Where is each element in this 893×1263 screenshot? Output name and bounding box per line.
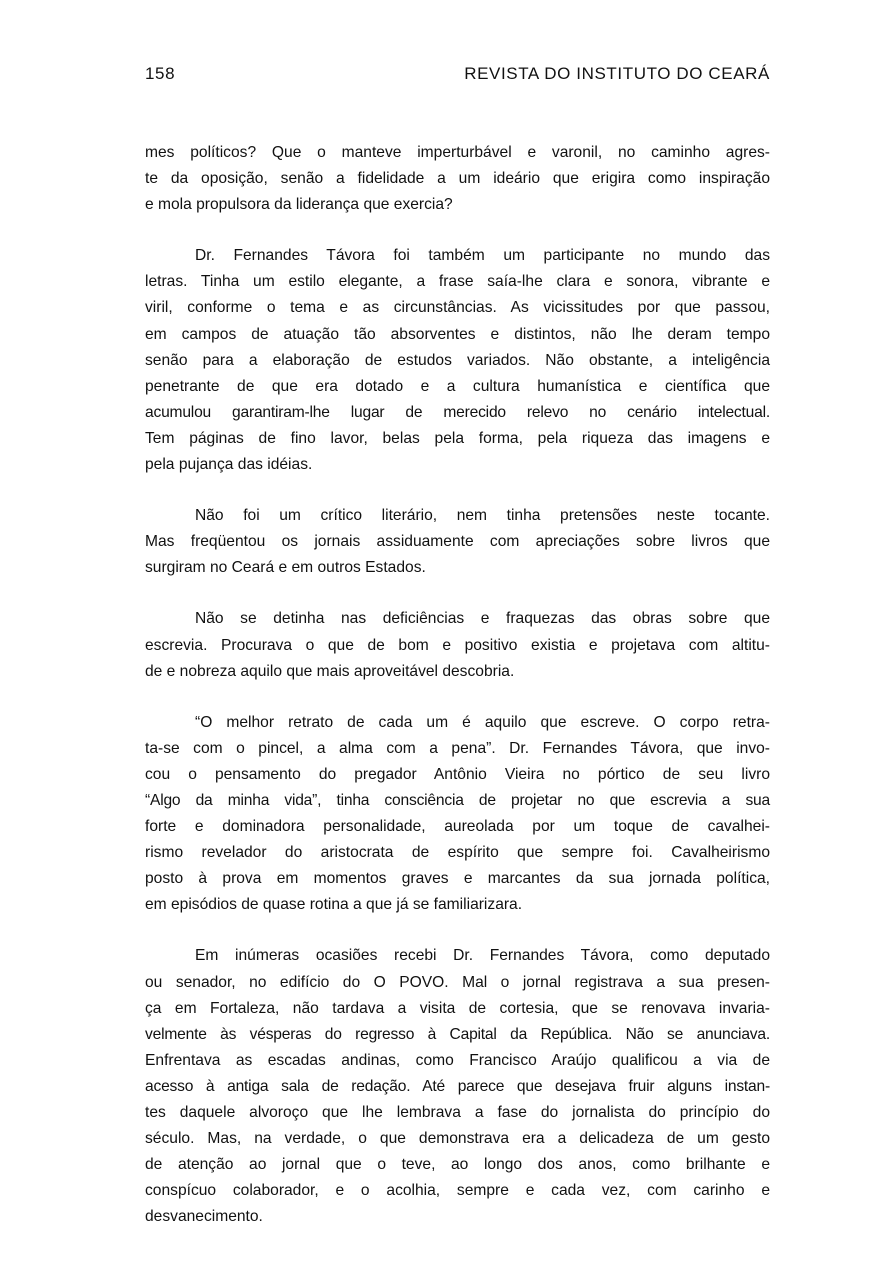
text-line: rismo revelador do aristocrata de espírito que sempre foi. Cavalheirismo (145, 844, 770, 862)
text-line: cou o pensamento do pregador Antônio Vieira no pórtico de seu livro (145, 765, 770, 783)
text-line: Dr. Fernandes Távora foi também um participante no mundo das (195, 247, 770, 265)
text-line: “Algo da minha vida”, tinha consciência de projetar no que escrevia a sua (145, 791, 770, 809)
paragraph (145, 503, 770, 581)
text-line: desvanecimento. (145, 1208, 263, 1226)
text-line: velmente às vésperas do regresso à Capital da República. Não se anunciava. (145, 1025, 770, 1043)
text-line: forte e dominadora personalidade, aureolada por um toque de cavalhei- (145, 818, 770, 836)
text-line: Não se detinha nas deficiências e fraquezas das obras sobre que (195, 610, 770, 628)
body-text (145, 140, 770, 1255)
text-line: tes daquele alvoroço que lhe lembrava a fase do jornalista do princípio do (145, 1104, 770, 1121)
text-line: ça em Fortaleza, não tardava a visita de cortesia, que se renovava invaria- (145, 999, 770, 1017)
page-number: 158 (145, 64, 176, 83)
text-line: mes políticos? Que o manteve imperturbável e varonil, no caminho agres- (145, 144, 770, 161)
page-header (145, 64, 770, 88)
text-line: século. Mas, na verdade, o que demonstrava era a delicadeza de um gesto (145, 1130, 770, 1148)
text-line: Não foi um crítico literário, nem tinha pretensões neste tocante. (195, 507, 770, 525)
text-line: pela pujança das idéias. (145, 456, 313, 474)
text-line: te da oposição, senão a fidelidade a um ideário que erigira como inspiração (145, 170, 770, 188)
text-line: de e nobreza aquilo que mais aproveitável descobria. (145, 662, 515, 680)
running-title: REVISTA DO INSTITUTO DO CEARÁ (464, 64, 770, 83)
text-line: penetrante de que era dotado e a cultura humanística e científica que (145, 377, 770, 395)
text-line: de atenção ao jornal que o teve, ao longo dos anos, como brilhante e (145, 1156, 770, 1174)
text-line: em campos de atuação tão absorventes e distintos, não lhe deram tempo (145, 325, 770, 343)
text-line: “O melhor retrato de cada um é aquilo que escreve. O corpo retra- (195, 713, 770, 731)
text-line: escrevia. Procurava o que de bom e positivo existia e projetava com altitu- (145, 636, 770, 654)
text-line: Enfrentava as escadas andinas, como Francisco Araújo qualificou a via de (145, 1051, 770, 1069)
text-line: letras. Tinha um estilo elegante, a frase saía-lhe clara e sonora, vibrante e (145, 273, 770, 291)
text-line: acesso à antiga sala de redação. Até parece que desejava fruir alguns instan- (145, 1077, 770, 1095)
text-line: acumulou garantiram-lhe lugar de merecido relevo no cenário intelectual. (145, 403, 770, 421)
text-line: Mas freqüentou os jornais assiduamente com apreciações sobre livros que (145, 533, 770, 551)
paragraph (145, 710, 770, 919)
paragraph (145, 606, 770, 684)
text-line: ta-se com o pincel, a alma com a pena”. Dr. Fernandes Távora, que invo- (145, 739, 770, 757)
text-line: conspícuo colaborador, e o acolhia, sempre e cada vez, com carinho e (145, 1182, 770, 1200)
text-line: surgiram no Ceará e em outros Estados. (145, 559, 426, 577)
paragraph (145, 943, 770, 1230)
paragraph (145, 243, 770, 478)
text-line: e mola propulsora da liderança que exercia? (145, 196, 453, 214)
text-line: ou senador, no edifício do O POVO. Mal o jornal registrava a sua presen- (145, 973, 770, 991)
text-line: posto à prova em momentos graves e marcantes da sua jornada política, (145, 870, 770, 888)
text-line: viril, conforme o tema e as circunstâncias. As vicissitudes por que passou, (145, 299, 770, 317)
text-line: Em inúmeras ocasiões recebi Dr. Fernandes Távora, como deputado (195, 947, 770, 965)
text-line: Tem páginas de fino lavor, belas pela forma, pela riqueza das imagens e (145, 429, 770, 447)
paragraph (145, 140, 770, 218)
text-line: senão para a elaboração de estudos variados. Não obstante, a inteligência (145, 351, 770, 369)
text-line: em episódios de quase rotina a que já se familiarizara. (145, 896, 523, 914)
